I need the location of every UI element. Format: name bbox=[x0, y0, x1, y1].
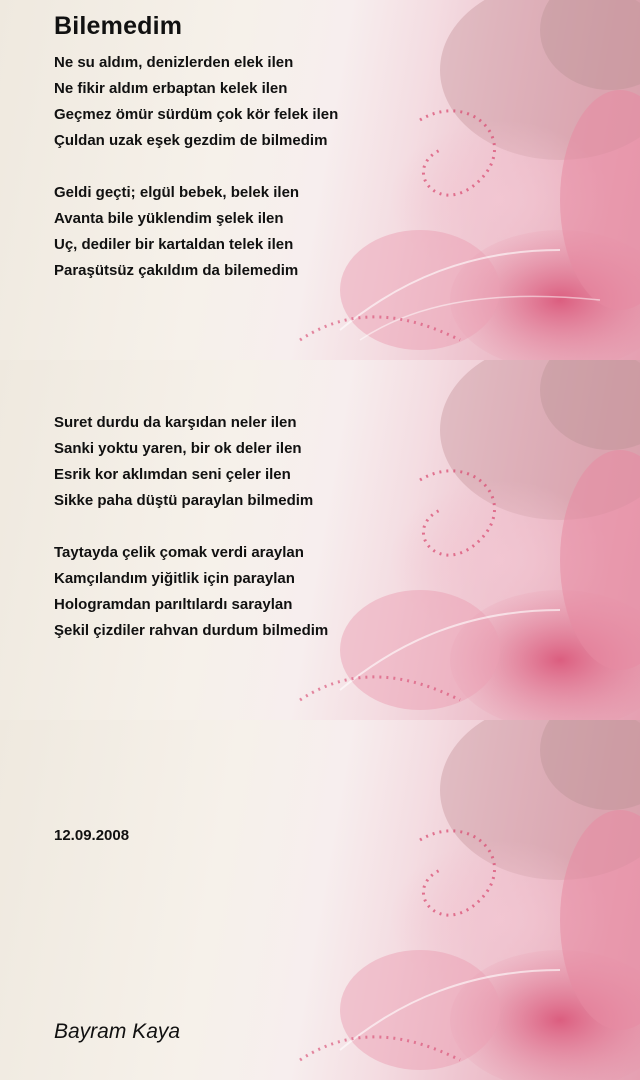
poem-line: Sikke paha düştü paraylan bilmedim bbox=[54, 492, 314, 509]
poem-line: Geldi geçti; elgül bebek, belek ilen bbox=[54, 184, 300, 201]
poem-stanza bbox=[54, 410, 313, 514]
poem-author: Bayram Kaya bbox=[54, 1020, 181, 1043]
poem-line: Hologramdan parıltılardı saraylan bbox=[54, 596, 293, 613]
poem-line: Ne su aldım, denizlerden elek ilen bbox=[54, 54, 294, 71]
poem-line: Paraşütsüz çakıldım da bilemedim bbox=[54, 262, 299, 279]
poem-stanza bbox=[54, 540, 328, 644]
poem-title: Bilemedim bbox=[54, 12, 183, 40]
poem-line: Taytayda çelik çomak verdi araylan bbox=[54, 544, 304, 561]
poem-line: Suret durdu da karşıdan neler ilen bbox=[54, 414, 297, 431]
poem-line: Esrik kor aklımdan seni çeler ilen bbox=[54, 466, 291, 483]
poem-line: Uç, dediler bir kartaldan telek ilen bbox=[54, 236, 294, 253]
poem-line: Sanki yoktu yaren, bir ok deler ilen bbox=[54, 440, 302, 457]
poem-date: 12.09.2008 bbox=[54, 827, 130, 844]
poem-line: Avanta bile yüklendim şelek ilen bbox=[54, 210, 284, 227]
poem-stanza bbox=[54, 180, 299, 284]
poem-line: Çuldan uzak eşek gezdim de bilmedim bbox=[54, 132, 328, 149]
poem-line: Ne fikir aldım erbaptan kelek ilen bbox=[54, 80, 288, 97]
poem-line: Kamçılandım yiğitlik için paraylan bbox=[54, 570, 295, 587]
poem-stanza bbox=[54, 50, 338, 154]
poem-line: Geçmez ömür sürdüm çok kör felek ilen bbox=[54, 106, 339, 123]
poem-line: Şekil çizdiler rahvan durdum bilmedim bbox=[54, 622, 329, 639]
